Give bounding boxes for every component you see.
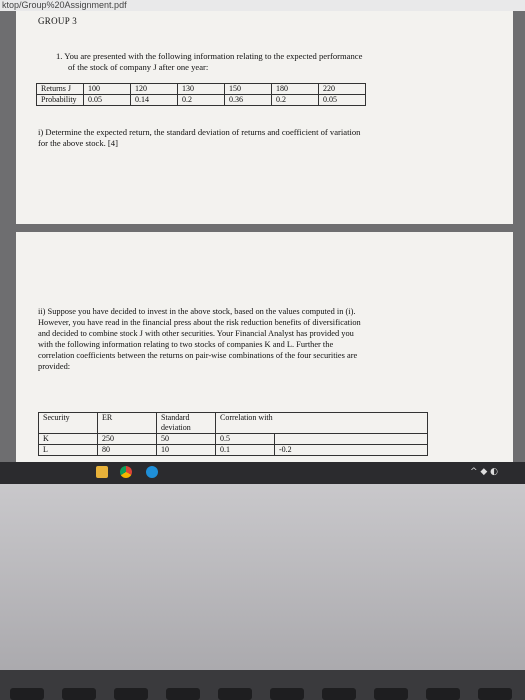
keyboard-key bbox=[478, 688, 512, 700]
table-cell: L bbox=[39, 445, 98, 456]
table-cell: 50 bbox=[157, 434, 216, 445]
table-cell: 150 bbox=[225, 84, 272, 95]
table-cell: K bbox=[39, 434, 98, 445]
table-cell: 0.05 bbox=[84, 95, 131, 106]
edge-icon[interactable] bbox=[146, 466, 158, 478]
system-tray-icon[interactable]: ^ ◆ ◐ bbox=[470, 467, 499, 477]
table-row bbox=[39, 445, 428, 456]
table-cell: 130 bbox=[178, 84, 225, 95]
keyboard-key bbox=[62, 688, 96, 700]
table-cell: 220 bbox=[319, 84, 366, 95]
paragraph-line: ii) Suppose you have decided to invest in the above stock, based on the values computed in (i). bbox=[38, 307, 356, 316]
table-cell: 10 bbox=[157, 445, 216, 456]
table-row bbox=[37, 95, 366, 106]
table-cell: -0.2 bbox=[275, 445, 428, 456]
table-header: Standard deviation bbox=[157, 413, 216, 434]
keyboard-key bbox=[322, 688, 356, 700]
table-header: Security bbox=[39, 413, 98, 434]
paragraph-line: However, you have read in the financial press about the risk reduction benefits of diversification bbox=[38, 318, 361, 327]
paragraph-line: and decided to combine stock J with other securities. Your Financial Analyst has provided you bbox=[38, 329, 354, 338]
part-i-line-1: i) Determine the expected return, the standard deviation of returns and coefficient of variation bbox=[38, 127, 361, 137]
table-cell: 0.14 bbox=[131, 95, 178, 106]
part-i-line-2: for the above stock. [4] bbox=[38, 138, 118, 148]
file-path: ktop/Group%20Assignment.pdf bbox=[0, 0, 525, 11]
paragraph-line: provided: bbox=[38, 362, 71, 371]
file-explorer-icon[interactable] bbox=[96, 466, 108, 478]
table-cell: 0.2 bbox=[178, 95, 225, 106]
taskbar bbox=[0, 462, 525, 484]
table-cell: Probability bbox=[37, 95, 84, 106]
keyboard-key bbox=[218, 688, 252, 700]
table-cell: 0.05 bbox=[319, 95, 366, 106]
table-row bbox=[39, 434, 428, 445]
table-cell: 80 bbox=[98, 445, 157, 456]
paragraph-line: with the following information relating to two stocks of companies K and L. Further the bbox=[38, 340, 334, 349]
table-cell: 250 bbox=[98, 434, 157, 445]
keyboard-key bbox=[166, 688, 200, 700]
keyboard-key bbox=[426, 688, 460, 700]
keyboard-key bbox=[374, 688, 408, 700]
securities-table bbox=[38, 412, 428, 456]
table-cell: Returns J bbox=[37, 84, 84, 95]
table-header-row bbox=[39, 413, 428, 434]
keyboard-key bbox=[114, 688, 148, 700]
chrome-icon[interactable] bbox=[120, 466, 132, 478]
table-header: Correlation with bbox=[216, 413, 428, 434]
table-cell: 0.2 bbox=[272, 95, 319, 106]
table-cell bbox=[275, 434, 428, 445]
table-cell: 0.5 bbox=[216, 434, 275, 445]
table-cell: 0.1 bbox=[216, 445, 275, 456]
table-cell: 120 bbox=[131, 84, 178, 95]
keyboard-key bbox=[270, 688, 304, 700]
keyboard-key bbox=[10, 688, 44, 700]
returns-probability-table bbox=[36, 83, 366, 106]
question-1-line-2: of the stock of company J after one year: bbox=[68, 62, 209, 72]
pdf-page-2 bbox=[16, 232, 513, 462]
pdf-page-1 bbox=[16, 11, 513, 224]
table-row bbox=[37, 84, 366, 95]
group-heading: GROUP 3 bbox=[38, 16, 78, 26]
paragraph-line: correlation coefficients between the returns on pair-wise combinations of the four securities are bbox=[38, 351, 358, 360]
pdf-viewer[interactable] bbox=[0, 11, 525, 462]
table-cell: 180 bbox=[272, 84, 319, 95]
table-header: ER bbox=[98, 413, 157, 434]
question-1-line-1: 1. You are presented with the following information relating to the expected performance bbox=[56, 51, 363, 61]
table-cell: 0.36 bbox=[225, 95, 272, 106]
part-ii-paragraph bbox=[38, 306, 438, 372]
table-cell: 100 bbox=[84, 84, 131, 95]
laptop-bezel bbox=[0, 484, 525, 700]
